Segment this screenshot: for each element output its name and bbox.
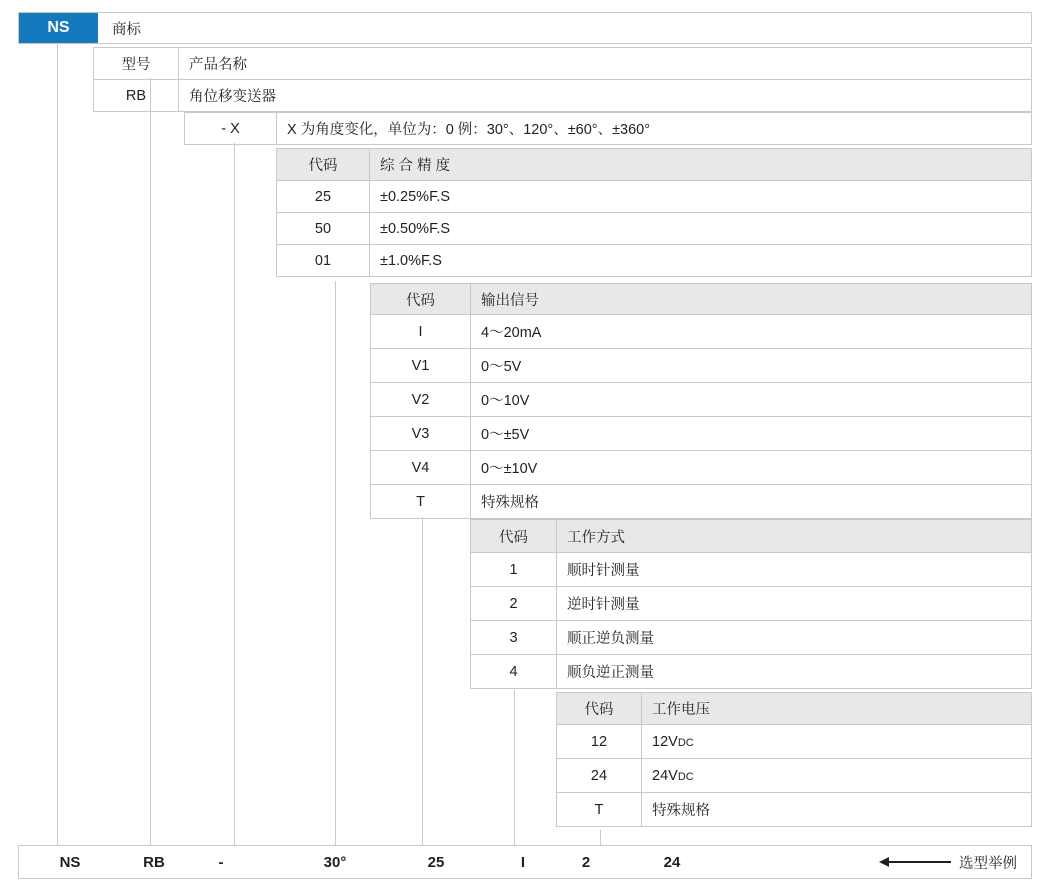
connector-line-angle [234,143,235,845]
mode-header-code: 代码 [471,520,557,552]
output-value: 0～±10V [471,451,1032,484]
output-value: 0～5V [471,349,1032,382]
accuracy-code: 50 [277,213,370,244]
table-row [371,485,1032,519]
mode-value: 逆时针测量 [557,587,1032,620]
summary-item: 30° [323,853,347,871]
angle-row [185,113,1032,145]
summary-item: 24 [663,853,681,871]
model-header-name: 产品名称 [179,48,1032,79]
table-row [371,383,1032,417]
table-row [277,181,1032,213]
output-value: 0～±5V [471,417,1032,450]
mode-header-value: 工作方式 [557,520,1032,552]
mode-code: 4 [471,655,557,688]
accuracy-value: ±0.25%F.S [370,181,1032,212]
table-row [371,315,1032,349]
table-row [471,621,1032,655]
connector-line-brand [57,44,58,845]
voltage-header-row [557,693,1032,725]
voltage-code: 12 [557,725,642,758]
mode-block [470,519,1032,689]
voltage-code: 24 [557,759,642,792]
table-row [471,587,1032,621]
voltage-value [642,725,1032,758]
output-code: V4 [371,451,471,484]
model-row-name: 角位移变送器 [179,80,1032,111]
model-row-code: RB [94,80,179,111]
voltage-value-text: 24VDC [652,767,694,784]
summary-item: NS [59,853,81,871]
table-row [371,349,1032,383]
accuracy-header-row [277,149,1032,181]
output-header-code: 代码 [371,284,471,314]
voltage-code: T [557,793,642,826]
accuracy-header-value: 综 合 精 度 [370,149,1032,180]
output-value: 4～20mA [471,315,1032,348]
connector-line-mode [514,690,515,845]
mode-value: 顺负逆正测量 [557,655,1032,688]
summary-item: 2 [581,853,591,871]
summary-item: I [520,853,526,871]
table-row [371,417,1032,451]
output-code: V3 [371,417,471,450]
output-code: V1 [371,349,471,382]
summary-item: 25 [427,853,445,871]
mode-code: 3 [471,621,557,654]
example-note-label: 选型举例 [959,855,1017,872]
output-header-value: 输出信号 [471,284,1032,314]
table-row [277,245,1032,277]
summary-item: - [218,853,224,871]
angle-block [184,112,1032,145]
output-value: 特殊规格 [471,485,1032,518]
model-block [93,47,1032,112]
voltage-header-code: 代码 [557,693,642,724]
table-row [557,725,1032,759]
output-code: T [371,485,471,518]
model-row [94,80,1032,112]
output-header-row [371,284,1032,315]
output-code: I [371,315,471,348]
angle-description: X 为角度变化，单位为：0 例：30°、120°、±60°、±360° [277,113,1032,144]
connector-line-accuracy [335,281,336,845]
brand-row [18,12,1032,44]
table-row [277,213,1032,245]
accuracy-value: ±0.50%F.S [370,213,1032,244]
example-note [879,846,1017,878]
brand-label: 商标 [112,21,141,38]
table-row [471,553,1032,587]
output-block [370,283,1032,519]
angle-code: - X [185,113,277,144]
accuracy-header-code: 代码 [277,149,370,180]
accuracy-code: 25 [277,181,370,212]
accuracy-code: 01 [277,245,370,276]
example-summary-row [18,845,1032,879]
connector-line-voltage [600,830,601,845]
model-header-code: 型号 [94,48,179,79]
output-code: V2 [371,383,471,416]
mode-code: 1 [471,553,557,586]
voltage-header-value: 工作电压 [642,693,1032,724]
voltage-value [642,759,1032,792]
table-row [557,759,1032,793]
connector-line-output [422,517,423,845]
voltage-value: 特殊规格 [642,793,1032,826]
voltage-value-text: 12VDC [652,733,694,750]
mode-value: 顺正逆负测量 [557,621,1032,654]
table-row [371,451,1032,485]
connector-line-model [150,78,151,845]
mode-code: 2 [471,587,557,620]
left-arrow-icon [879,857,951,867]
table-row [471,655,1032,689]
accuracy-block [276,148,1032,277]
brand-code: NS [19,13,98,43]
mode-header-row [471,520,1032,553]
model-header-row [94,48,1032,80]
output-value: 0～10V [471,383,1032,416]
table-row [557,793,1032,827]
summary-item: RB [143,853,165,871]
accuracy-value: ±1.0%F.S [370,245,1032,276]
voltage-block [556,692,1032,827]
mode-value: 顺时针测量 [557,553,1032,586]
